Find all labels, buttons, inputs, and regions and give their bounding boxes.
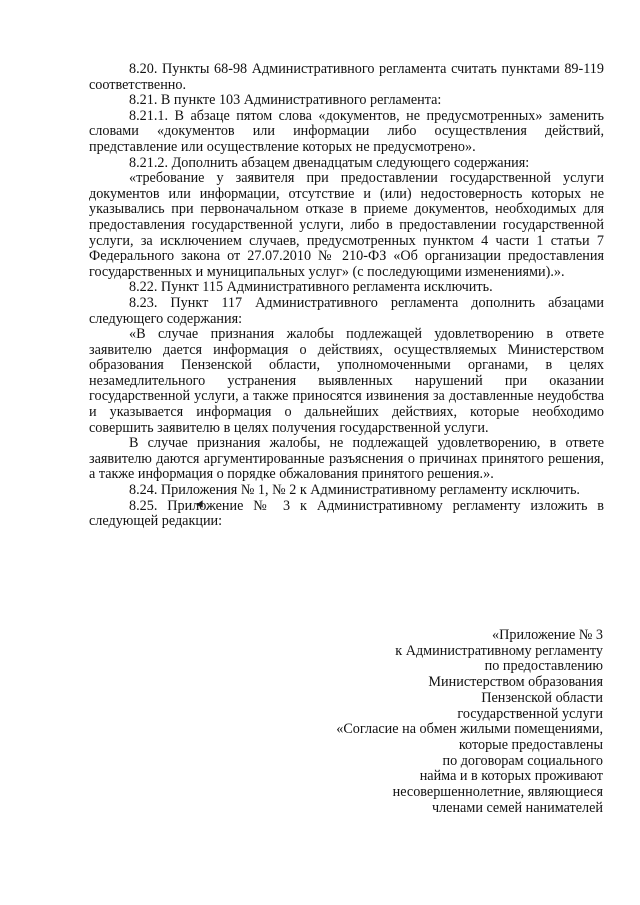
annex-line: к Административному регламенту <box>395 642 603 659</box>
quoted-complaint-satisfied-paragraph: «В случае признания жалобы подлежащей удовлетворению в ответе заявителю дается информация о действиях, осуществляемых Министерством образования Пензенской области, уполномоченными органами, в целях незамедлительного устранения выявленных нарушений при оказании государственной услуги, а также приносятся извинения за доставленные неудобства и указывается информация о дальнейших действиях, которые необходимо совершить заявителю в целях получения государственной услуги. <box>89 326 604 436</box>
annex-line: «Приложение № 3 <box>492 627 603 643</box>
annex-line: найма и в которых проживают <box>419 768 603 785</box>
annex-line: государственной услуги <box>457 705 603 722</box>
paragraph-8-23: 8.23. Пункт 117 Административного регламента дополнить абзацами следующего содержания: <box>89 294 604 327</box>
annex-line: «Согласие на обмен жилыми помещениями, <box>336 721 603 738</box>
annex-line: по предоставлению <box>484 658 603 675</box>
quoted-requirement-paragraph: «требование у заявителя при предоставлении государственной услуги документов или информации, отсутствие и (или) недостоверность которых не указывались при первоначальном отказе в приеме документов, необходимых для предоставления государственной услуги, либо в предоставлении государственной услуги, за исключением случаев, предусмотренных пунктом 4 части 1 статьи 7 Федерального закона от 27.07.2010 № 210-ФЗ «Об организации предоставления государственных и муниципальных услуг» (с последующими изменениями).». <box>89 170 604 280</box>
paragraph-8-24: 8.24. Приложения № 1, № 2 к Административному регламенту исключить. <box>129 482 580 499</box>
paragraph-8-25: 8.25. Приложение № 3 к Административному регламенту изложить в следующей редакции: <box>89 497 604 530</box>
paragraph-8-20: 8.20. Пункты 68-98 Административного регламента считать пунктами 89-119 соответственно. <box>89 61 604 93</box>
document-body <box>89 62 604 530</box>
annex-heading <box>283 628 603 816</box>
annex-line: которые предоставлены <box>458 736 603 753</box>
annex-line: Пензенской области <box>481 689 603 706</box>
annex-line: членами семей нанимателей <box>431 799 603 816</box>
paragraph-8-22: 8.22. Пункт 115 Административного регламента исключить. <box>129 279 493 296</box>
paragraph-8-21: 8.21. В пункте 103 Административного регламента: <box>129 92 442 109</box>
paragraph-8-21-1: 8.21.1. В абзаце пятом слова «документов, не предусмотренных» заменить словами «документов или информации либо осуществления действий, представление или осуществление которых не предусмотрено». <box>89 107 604 155</box>
annex-line: Министерством образования <box>428 674 603 691</box>
quoted-complaint-rejected-paragraph: В случае признания жалобы, не подлежащей удовлетворению, в ответе заявителю даются аргументированные разъяснения о причинах принятого решения, а также информация о порядке обжалования принятого решения.». <box>89 435 604 483</box>
paragraph-8-21-2: 8.21.2. Дополнить абзацем двенадцатым следующего содержания: <box>129 154 530 171</box>
annex-line: несовершеннолетние, являющиеся <box>392 784 603 801</box>
annex-line: по договорам социального <box>442 752 603 769</box>
